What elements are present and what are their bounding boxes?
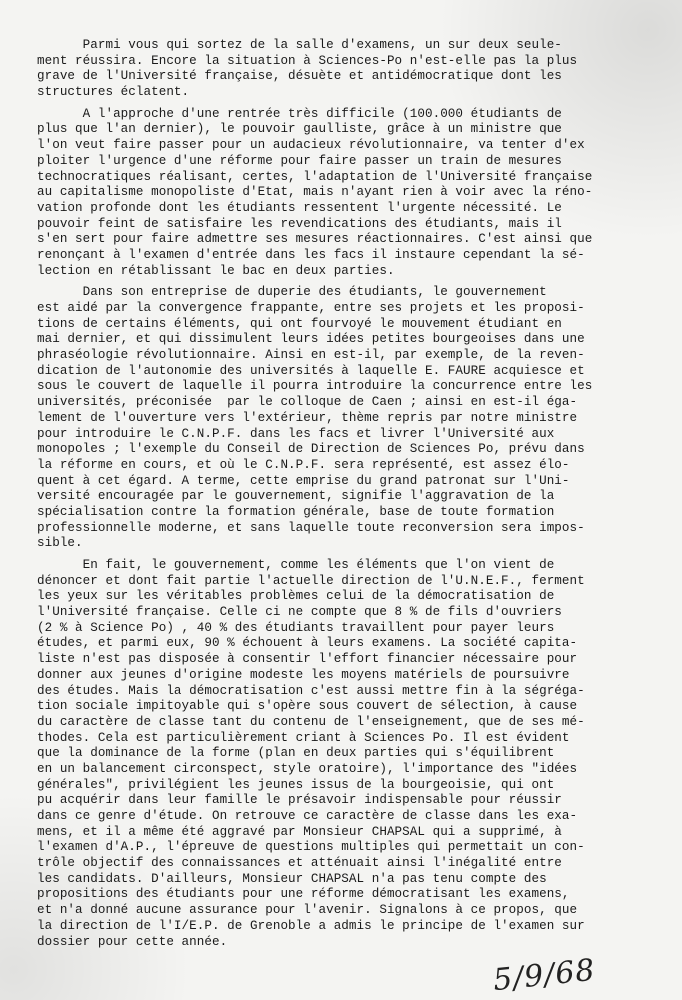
text-line: ploiter l'urgence d'une réforme pour faire passer un train de mesures xyxy=(37,153,562,168)
text-line: dénoncer et dont fait partie l'actuelle direction de l'U.N.E.F., ferment xyxy=(37,573,585,588)
text-line: liste n'est pas disposée à consentir l'effort financier nécessaire pour xyxy=(37,652,578,667)
text-line: pu acquérir dans leur famille le présavoir indispensable pour réussir xyxy=(37,793,562,808)
text-line: versité encouragée par le gouvernement, signifie l'aggravation de la xyxy=(37,489,555,504)
text-line: donner aux jeunes d'origine modeste les moyens matériels de poursuivre xyxy=(37,667,570,682)
text-line: propositions des étudiants pour une réforme démocratisant les examens, xyxy=(37,887,570,902)
text-line: sible. xyxy=(37,536,83,551)
text-line: spécialisation contre la formation générale, base de toute formation xyxy=(37,504,555,519)
text-line: tions de certains éléments, qui ont fourvoyé le mouvement étudiant en xyxy=(37,316,562,331)
text-line: pouvoir feint de satisfaire les revendications des étudiants, mais il xyxy=(37,216,562,231)
text-line: phraséologie révolutionnaire. Ainsi en est-il, par exemple, de la reven- xyxy=(37,348,585,363)
text-line: et n'a donné aucune assurance pour l'avenir. Signalons à ce propos, que xyxy=(37,903,578,918)
text-line: quent à cet égard. A terme, cette emprise du grand patronat sur l'Uni- xyxy=(37,473,570,488)
text-line: Dans son entreprise de duperie des étudiants, le gouvernement xyxy=(37,285,547,300)
text-line: mai dernier, et qui dissimulent leurs idées petites bourgeoises dans une xyxy=(37,332,585,347)
text-line: dication de l'autonomie des universités à laquelle E. FAURE acquiesce et xyxy=(37,363,585,378)
text-line: du caractère de classe tant du contenu de l'enseignement, que de ses mé- xyxy=(37,714,585,729)
text-line: ment réussira. Encore la situation à Sciences-Po n'est-elle pas la plus xyxy=(37,53,578,68)
paragraph-2 xyxy=(37,107,652,280)
text-line: générales", privilégient les jeunes issus de la bourgeoisie, qui ont xyxy=(37,777,555,792)
text-line: vation profonde dont les étudiants ressentent l'urgente nécessité. Le xyxy=(37,200,562,215)
paragraph-1 xyxy=(37,38,652,101)
text-line: s'en sert pour faire admettre ses mesures réactionnaires. C'est ainsi que xyxy=(37,232,593,247)
paragraph-4 xyxy=(37,558,652,950)
document-body xyxy=(37,38,652,956)
text-line: A l'approche d'une rentrée très difficile (100.000 étudiants de xyxy=(37,106,562,121)
text-line: dans ce genre d'étude. On retrouve ce caractère de classe dans les exa- xyxy=(37,809,578,823)
text-line: les candidats. D'ailleurs, Monsieur CHAPSAL n'a pas tenu compte des xyxy=(37,871,547,886)
text-line: dossier pour cette année. xyxy=(37,934,228,949)
paragraph-3 xyxy=(37,285,652,552)
text-line: est aidé par la convergence frappante, entre ses projets et les proposi- xyxy=(37,301,585,315)
text-line: sous le couvert de laquelle il pourra introduire la concurrence entre les xyxy=(37,379,593,394)
text-line: l'Université française. Celle ci ne compte que 8 % de fils d'ouvriers xyxy=(37,605,562,620)
text-line: (2 % à Science Po) , 40 % des étudiants travaillent pour payer leurs xyxy=(37,620,555,635)
text-line: l'examen d'A.P., l'épreuve de questions multiples qui permettait un con- xyxy=(37,840,585,855)
text-line: lection en rétablissant le bac en deux parties. xyxy=(37,263,395,278)
text-line: pour introduire le C.N.P.F. dans les facs et livrer l'Université aux xyxy=(37,426,555,441)
text-line: structures éclatent. xyxy=(37,85,190,100)
text-line: lement de l'ouverture vers l'extérieur, thème repris par notre ministre xyxy=(37,410,578,425)
text-line: renonçant à l'examen d'entrée dans les facs il instaure cependant la sé- xyxy=(37,247,585,262)
text-line: études, et parmi eux, 90 % échouent à leurs examens. La société capita- xyxy=(37,636,578,651)
text-line: la réforme en cours, et où le C.N.P.F. sera représenté, est assez élo- xyxy=(37,457,570,472)
text-line: au capitalisme monopoliste d'Etat, mais n'ayant rien à voir avec la réno- xyxy=(37,185,593,200)
text-line: les yeux sur les véritables problèmes celui de la démocratisation de xyxy=(37,589,555,604)
text-line: des études. Mais la démocratisation c'est aussi mettre fin à la ségréga- xyxy=(37,683,585,698)
text-line: universités, préconisée par le colloque de Caen ; ainsi en est-il éga- xyxy=(37,395,578,410)
handwritten-date: 5/9/68 xyxy=(491,952,598,999)
text-line: la direction de l'I/E.P. de Grenoble a admis le principe de l'examen sur xyxy=(37,918,585,933)
text-line: trôle objectif des connaissances et atténuait ainsi l'inégalité entre xyxy=(37,856,562,871)
text-line: l'on veut faire passer pour un audacieux révolutionnaire, va tenter d'ex xyxy=(37,138,585,153)
text-line: tion sociale impitoyable qui s'opère sous couvert de sélection, à cause xyxy=(37,699,578,714)
text-line: En fait, le gouvernement, comme les éléments que l'on vient de xyxy=(37,558,555,572)
text-line: plus que l'an dernier), le pouvoir gaulliste, grâce à un ministre que xyxy=(37,122,562,137)
text-line: en un balancement circonspect, style oratoire), l'importance des "idées xyxy=(37,761,578,776)
text-line: monopoles ; l'exemple du Conseil de Direction de Sciences Po, prévu dans xyxy=(37,442,585,457)
text-line: professionnelle moderne, et sans laquelle toute reconversion sera impos- xyxy=(37,520,585,535)
text-line: technocratiques réalisant, certes, l'adaptation de l'Université française xyxy=(37,169,593,184)
text-line: mens, et il a même été aggravé par Monsieur CHAPSAL qui a supprimé, à xyxy=(37,824,562,839)
text-line: thodes. Cela est particulièrement criant à Sciences Po. Il est évident xyxy=(37,730,570,745)
text-line: grave de l'Université française, désuète et antidémocratique dont les xyxy=(37,69,562,84)
text-line: que la dominance de la forme (plan en deux parties qui s'équilibrent xyxy=(37,746,555,761)
text-line: Parmi vous qui sortez de la salle d'examens, un sur deux seule- xyxy=(37,38,562,52)
